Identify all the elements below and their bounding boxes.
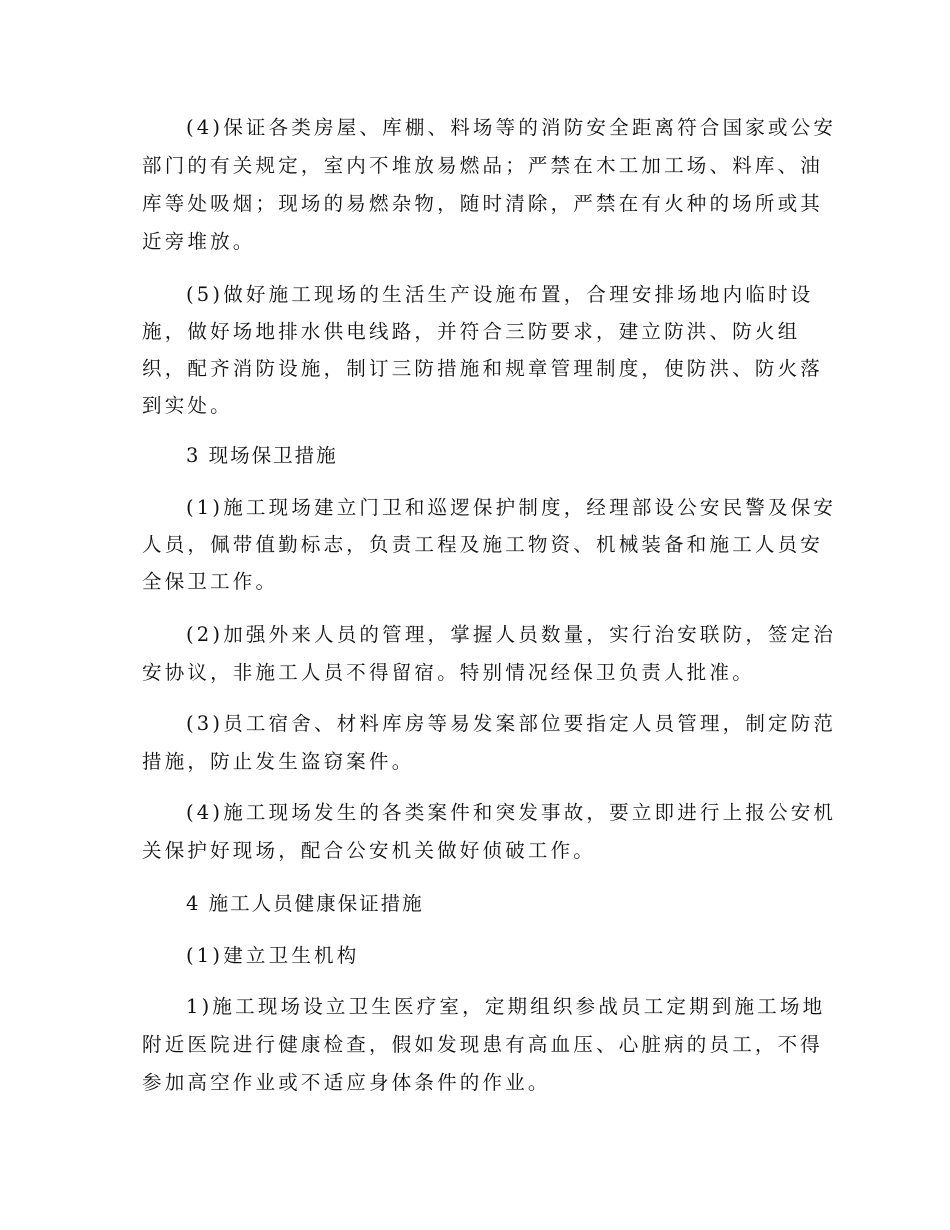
paragraph-line: (2)加强外来人员的管理，掌握人员数量，实行治安联防，签定治	[186, 623, 837, 646]
paragraph-line: 1)施工现场设立卫生医疗室，定期组织参战员工定期到施工场地	[186, 995, 826, 1018]
paragraph-line: 织，配齐消防设施，制订三防措施和规章管理制度，使防洪、防火落	[142, 357, 824, 380]
paragraph-line: 关保护好现场，配合公安机关做好侦破工作。	[142, 839, 597, 862]
paragraph-line: 措施，防止发生盗窃案件。	[142, 750, 415, 773]
paragraph-line: 安协议，非施工人员不得留宿。特别情况经保卫负责人批准。	[142, 661, 755, 684]
paragraph-line: 参加高空作业或不适应身体条件的作业。	[142, 1071, 551, 1094]
section-heading: 3 现场保卫措施	[186, 444, 338, 467]
subsection-heading: (1)建立卫生机构	[186, 944, 360, 967]
paragraph-line: 近旁堆放。	[142, 230, 256, 253]
paragraph-line: (3)员工宿舍、材料库房等易发案部位要指定人员管理，制定防范	[186, 712, 837, 735]
paragraph-line: 附近医院进行健康检查，假如发现患有高血压、心脏病的员工，不得	[142, 1033, 824, 1056]
paragraph-line: 部门的有关规定，室内不堆放易燃品；严禁在木工加工场、料库、油	[142, 154, 824, 177]
paragraph-line: 全保卫工作。	[142, 570, 279, 593]
paragraph-line: (1)施工现场建立门卫和巡逻保护制度，经理部设公安民警及保安	[186, 496, 837, 519]
paragraph-line: 库等处吸烟；现场的易燃杂物，随时清除，严禁在有火种的场所或其	[142, 192, 824, 215]
paragraph-line: 到实处。	[142, 394, 233, 417]
paragraph-line: 人员，佩带值勤标志，负责工程及施工物资、机械装备和施工人员安	[142, 533, 824, 556]
paragraph-line: 施，做好场地排水供电线路，并符合三防要求，建立防洪、防火组	[142, 320, 801, 343]
paragraph-line: (5)做好施工现场的生活生产设施布置，合理安排场地内临时设	[186, 283, 814, 306]
paragraph-line: (4)保证各类房屋、库棚、料场等的消防安全距离符合国家或公安	[186, 116, 837, 139]
paragraph-line: (4)施工现场发生的各类案件和突发事故，要立即进行上报公安机	[186, 801, 837, 824]
section-heading: 4 施工人员健康保证措施	[186, 892, 424, 915]
